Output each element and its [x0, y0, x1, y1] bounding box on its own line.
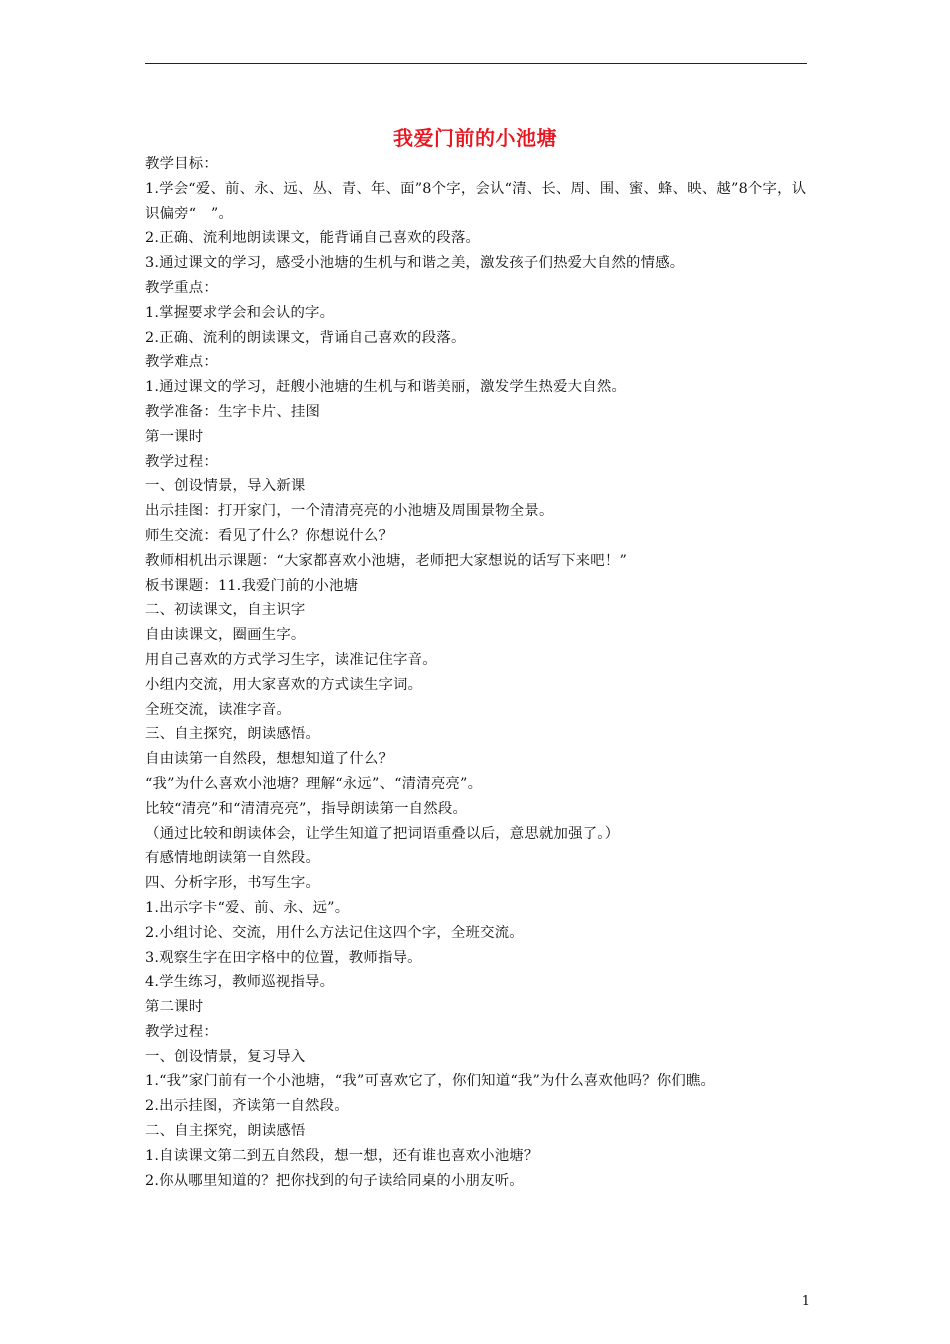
paragraph: 一、创设情景，复习导入 — [145, 1048, 306, 1065]
paragraph: 三、自主探究，朗读感悟。 — [145, 726, 321, 743]
paragraph: 1.通过课文的学习，赶艘小池塘的生机与和谐美丽，激发学生热爱大自然。 — [145, 379, 627, 396]
paragraph: 教学过程： — [145, 1023, 218, 1040]
paragraph: 教学目标： — [145, 156, 218, 172]
paragraph: 第二课时 — [145, 999, 204, 1016]
paragraph: 教学过程： — [145, 453, 218, 470]
paragraph: 2.正确、流利地朗读课文，能背诵自己喜欢的段落。 — [145, 230, 481, 247]
paragraph: 小组内交流，用大家喜欢的方式读生字词。 — [145, 676, 423, 693]
paragraph: 2.正确、流利的朗读课文，背诵自己喜欢的段落。 — [145, 329, 466, 346]
paragraph: 用自己喜欢的方式学习生字，读准记住字音。 — [145, 651, 437, 668]
paragraph: 3.通过课文的学习，感受小池塘的生机与和谐之美，激发孩子们热爱大自然的情感。 — [145, 255, 685, 272]
paragraph: 二、初读课文，自主识字 — [145, 602, 306, 619]
header-rule — [145, 63, 807, 64]
paragraph: 一、创设情景，导入新课 — [145, 478, 306, 495]
page-number: 1 — [801, 1294, 810, 1309]
paragraph: 四、分析字形，书写生字。 — [145, 875, 321, 892]
paragraph: 教学重点： — [145, 279, 218, 296]
paragraph: （通过比较和朗读体会，让学生知道了把词语重叠以后，意思就加强了。） — [145, 825, 620, 842]
paragraph: 2.你从哪里知道的？把你找到的句子读给同桌的小朋友听。 — [145, 1172, 524, 1189]
paragraph: 教学准备：生字卡片、挂图 — [145, 403, 321, 420]
paragraph: 1.自读课文第二到五自然段，想一想，还有谁也喜欢小池塘？ — [145, 1147, 539, 1164]
paragraph: 1.出示字卡“爱、前、永、远”。 — [145, 899, 350, 916]
paragraph: 自由读第一自然段，想想知道了什么？ — [145, 751, 394, 768]
paragraph: 4.学生练习，教师巡视指导。 — [145, 974, 335, 991]
paragraph: 有感情地朗读第一自然段。 — [145, 850, 321, 867]
paragraph: “我”为什么喜欢小池塘？理解“永远”、“清清亮亮”。 — [145, 775, 483, 792]
paragraph: 1.学会“爱、前、永、远、丛、青、年、面”8个字，会认“清、长、周、围、蜜、蜂、映、越”8个字，认识偏旁“ ”。 — [145, 180, 807, 222]
paragraph: 1.掌握要求学会和会认的字。 — [145, 304, 335, 321]
paragraph: 1.“我”家门前有一个小池塘，“我”可喜欢它了，你们知道“我”为什么喜欢他吗？你们瞧。 — [145, 1073, 716, 1090]
document-title: 我爱门前的小池塘 — [393, 126, 557, 150]
paragraph: 2.出示挂图，齐读第一自然段。 — [145, 1098, 349, 1115]
paragraph: 3.观察生字在田字格中的位置，教师指导。 — [145, 949, 422, 966]
paragraph: 出示挂图：打开家门，一个清清亮亮的小池塘及周围景物全景。 — [145, 503, 554, 520]
paragraph: 第一课时 — [145, 428, 204, 445]
paragraph: 板书课题：11.我爱门前的小池塘 — [145, 577, 359, 594]
paragraph: 二、自主探究，朗读感悟 — [145, 1123, 306, 1140]
paragraph: 全班交流，读准字音。 — [145, 701, 291, 718]
paragraph: 师生交流：看见了什么？你想说什么？ — [145, 527, 394, 544]
paragraph: 2.小组讨论、交流，用什么方法记住这四个字，全班交流。 — [145, 924, 524, 941]
paragraph: 自由读课文，圈画生字。 — [145, 627, 306, 644]
paragraph: 教师相机出示课题：“大家都喜欢小池塘，老师把大家想说的话写下来吧！” — [145, 552, 628, 569]
paragraph: 教学难点： — [145, 354, 218, 371]
document-body — [145, 152, 817, 1193]
paragraph: 比较“清亮”和“清清亮亮”，指导朗读第一自然段。 — [145, 800, 468, 817]
